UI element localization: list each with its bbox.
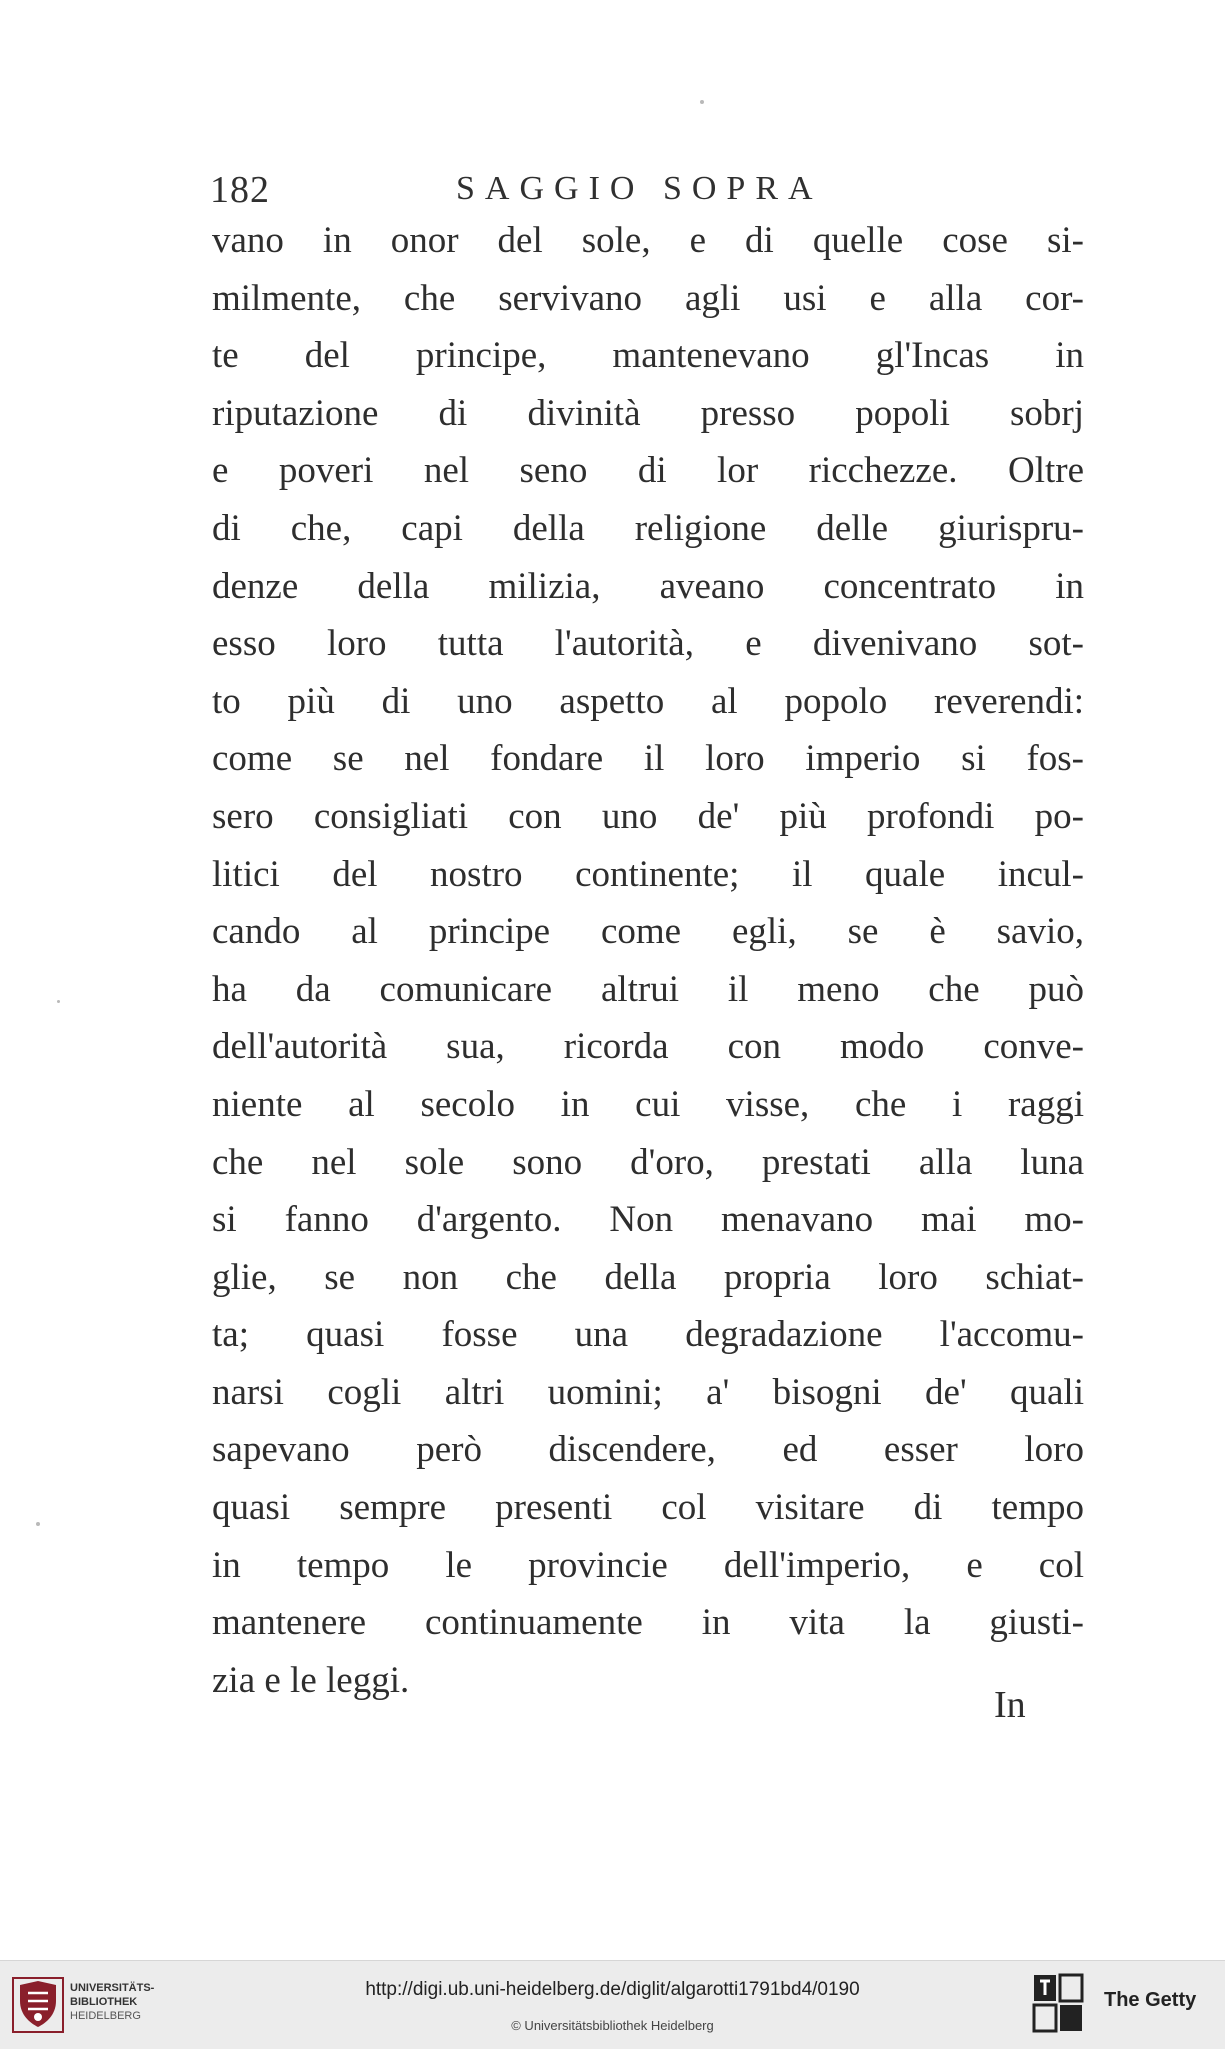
text-line: di che, capi della religione delle giurispru- xyxy=(212,507,1084,549)
logo-line: UNIVERSITÄTS- xyxy=(70,1982,155,1994)
text-line: cando al principe come egli, se è savio, xyxy=(212,911,1084,953)
body-text xyxy=(212,212,1084,1709)
viewer-footer xyxy=(0,1960,1225,2049)
text-line: quasi sempre presenti col visitare di tempo xyxy=(212,1487,1084,1529)
text-line: zia e le leggi. xyxy=(212,1659,410,1701)
page-header xyxy=(210,168,1090,214)
text-line: vano in onor del sole, e di quelle cose si- xyxy=(212,220,1084,261)
text-line: e poveri nel seno di lor ricchezze. Oltre xyxy=(212,450,1084,492)
page-number: 182 xyxy=(210,169,270,211)
text-line: niente al secolo in cui visse, che i raggi xyxy=(212,1083,1084,1125)
text-line: sapevano però discendere, ed esser loro xyxy=(212,1429,1084,1471)
logo-line: BIBLIOTHEK xyxy=(70,1996,138,2008)
text-line: milmente, che servivano agli usi e alla cor- xyxy=(212,277,1084,319)
text-line: narsi cogli altri uomini; a' bisogni de' quali xyxy=(212,1371,1084,1413)
catchword: In xyxy=(994,1684,1026,1726)
text-line: mantenere continuamente in vita la giusti- xyxy=(212,1602,1084,1644)
paper-speck xyxy=(57,1000,60,1003)
text-line: to più di uno aspetto al popolo reverendi: xyxy=(212,680,1084,722)
getty-logo-icon xyxy=(1032,1973,1084,2033)
text-line: glie, se non che della propria loro schiat- xyxy=(212,1256,1084,1298)
getty-name: The Getty xyxy=(1104,1989,1197,2011)
text-line: riputazione di divinità presso popoli sobrj xyxy=(212,392,1084,434)
text-line: te del principe, mantenevano gl'Incas in xyxy=(212,335,1084,377)
text-line: che nel sole sono d'oro, prestati alla luna xyxy=(212,1141,1084,1183)
text-line: litici del nostro continente; il quale incul- xyxy=(212,853,1084,895)
text-line: ha da comunicare altrui il meno che può xyxy=(212,968,1084,1010)
permalink-url[interactable]: http://digi.ub.uni-heidelberg.de/diglit/algarotti1791bd4/0190 xyxy=(365,1979,860,2000)
text-line: come se nel fondare il loro imperio si fos- xyxy=(212,738,1084,780)
paper-speck xyxy=(700,100,704,104)
text-line: sero consigliati con uno de' più profondi po- xyxy=(212,795,1084,837)
text-line: denze della milizia, aveano concentrato in xyxy=(212,565,1084,607)
text-line: ta; quasi fosse una degradazione l'accomu- xyxy=(212,1314,1084,1356)
running-head: SAGGIO SOPRA xyxy=(456,170,823,207)
logo-line: HEIDELBERG xyxy=(70,2010,141,2022)
text-line: dell'autorità sua, ricorda con modo conve- xyxy=(212,1026,1084,1068)
paper-speck xyxy=(36,1522,40,1526)
text-line: esso loro tutta l'autorità, e divenivano sot- xyxy=(212,623,1084,665)
text-line: in tempo le provincie dell'imperio, e col xyxy=(212,1544,1084,1586)
text-line: si fanno d'argento. Non menavano mai mo- xyxy=(212,1199,1084,1241)
copyright-notice: © Universitätsbibliothek Heidelberg xyxy=(511,2018,714,2033)
